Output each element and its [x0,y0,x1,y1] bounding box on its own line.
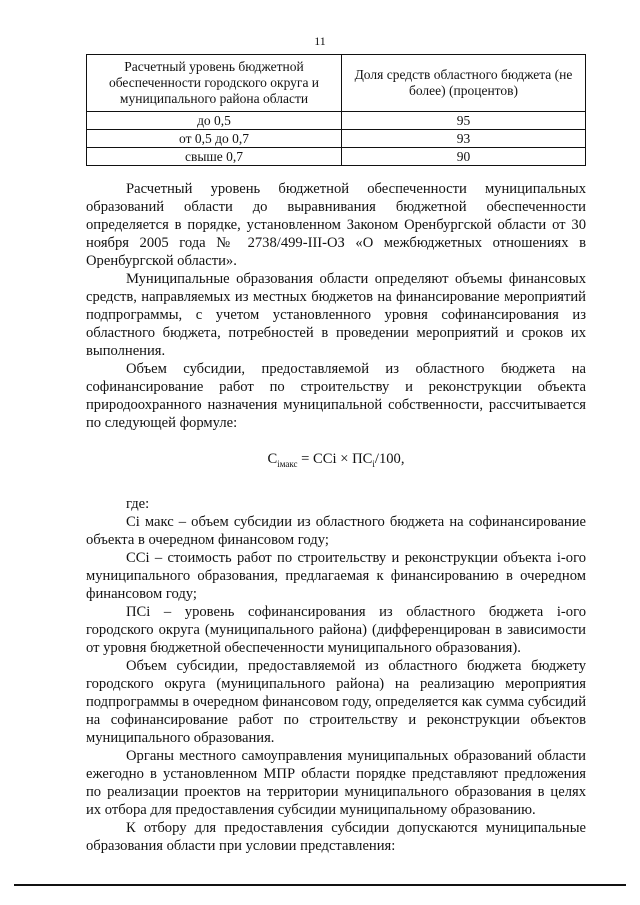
paragraph-local-proposals: Органы местного самоуправления муниципальных образований области ежегодно в установленном МПР области порядке представляют предложения по реализации проектов на территории муниципального образования в целях их отбора для предоставления субсидии муниципальному образованию. [86,747,586,818]
definition-subsidy-max: Сi макс – объем субсидии из областного бюджета на софинансирование объекта в очередном финансовом году; [86,513,586,548]
formula-rhs-subscript: i [372,458,375,469]
cell-level: до 0,5 [87,112,342,130]
table-row [87,130,586,148]
definition-cofinancing-level: ПСi – уровень софинансирования из областного бюджета i-ого городского округа (муниципального района) (дифференцирован в зависимости от уровня бюджетной обеспеченности муниципального образования). [86,603,586,656]
paragraph-subsidy-formula-intro: Объем субсидии, предоставляемой из областного бюджета на софинансирование работ по строительству и реконструкции объекта природоохранного назначения муниципальной собственности, рассчитывается по следующей формуле: [86,361,586,431]
formula-rhs-end: /100, [374,451,405,467]
subsidy-formula [86,450,586,473]
bottom-rule [14,884,626,886]
paragraph-subsidy-sum: Объем субсидии, предоставляемой из областного бюджета бюджету городского округа (муниципального района) на реализацию мероприятия подпрограммы в очередном финансовом году, определяется как сумма субсидий на софинансирование работ по строительству и реконструкции объектов муниципального образования. [86,657,586,746]
cell-share: 95 [342,112,586,130]
header-regional-share: Доля средств областного бюджета (не более) (процентов) [342,55,586,112]
paragraph-where: где: [126,495,150,512]
paragraph-selection-conditions: К отбору для предоставления субсидии допускаются муниципальные образования области при условии представления: [86,819,586,854]
formula-rhs: = ССi × ПС [297,451,373,467]
formula-lhs-subscript: iмакс [277,458,298,469]
cofinancing-rates-table [86,54,586,166]
table-row [87,112,586,130]
paragraph-budget-level: Расчетный уровень бюджетной обеспеченности муниципальных образований области до выравнивания бюджетной обеспеченности определяется в порядке, установленном Законом Оренбургской области от 30 ноября 2005 года № 2738/499-III-ОЗ «О межбюджетных отношениях в Оренбургской области». [86,181,586,269]
cell-level: от 0,5 до 0,7 [87,130,342,148]
cell-share: 90 [342,148,586,166]
definition-work-cost: ССi – стоимость работ по строительству и реконструкции объекта i-ого муниципального образования, предлагаемая к финансированию в очередном финансовом году; [86,549,586,602]
table-header-row [87,55,586,112]
header-budget-level: Расчетный уровень бюджетной обеспеченности городского округа и муниципального района области [87,55,342,112]
cell-level: свыше 0,7 [87,148,342,166]
document-body [86,180,586,855]
page-number: 11 [314,34,326,48]
paragraph-funding-volumes: Муниципальные образования области определяют объемы финансовых средств, направляемых из местных бюджетов на финансирование мероприятий подпрограммы, с учетом установленного уровня софинансирования из областного бюджета, потребностей в проведении мероприятий и сроков их выполнения. [86,271,586,359]
formula-lhs: С [267,451,278,467]
cell-share: 93 [342,130,586,148]
table-row [87,148,586,166]
